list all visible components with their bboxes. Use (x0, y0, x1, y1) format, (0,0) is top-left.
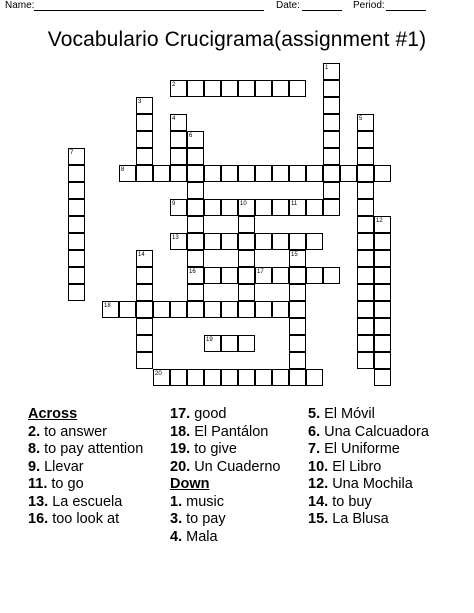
down-clue-list-continued (308, 406, 433, 529)
grid-cell[interactable] (204, 199, 221, 216)
clue-item-number: 12. (308, 476, 329, 492)
clue-number: 12 (376, 218, 383, 224)
grid-cell[interactable] (221, 165, 238, 182)
grid-cell[interactable] (221, 369, 238, 386)
grid-cell[interactable] (357, 335, 374, 352)
grid-cell[interactable] (306, 233, 323, 250)
clue-number: 13 (172, 235, 179, 241)
clue-item-text: Mala (182, 528, 218, 545)
clue-number: 7 (70, 150, 74, 156)
clue-item-text: to go (47, 476, 84, 492)
clue-number: 2 (172, 82, 176, 88)
clue-item-number: 7. (308, 441, 321, 457)
grid-cell[interactable] (187, 369, 204, 386)
name-label: Name: (5, 0, 35, 11)
clue-item-number: 5. (308, 406, 321, 422)
clue-item-number: 8. (28, 441, 41, 457)
clue-item-text: La escuela (48, 493, 123, 510)
clue-item (308, 476, 433, 494)
clue-item-number: 18. (170, 423, 191, 440)
grid-cell[interactable] (340, 165, 357, 182)
grid-cell[interactable] (357, 352, 374, 369)
grid-cell[interactable] (272, 199, 289, 216)
clue-item-text: La Blusa (328, 511, 389, 527)
grid-cell[interactable] (357, 216, 374, 233)
grid-cell[interactable] (357, 318, 374, 335)
clue-number: 19 (206, 337, 213, 343)
grid-cell[interactable] (272, 165, 289, 182)
clue-number: 3 (138, 99, 142, 105)
clue-item-number: 4. (170, 528, 183, 545)
grid-cell[interactable] (221, 80, 238, 97)
grid-cell[interactable] (68, 216, 85, 233)
grid-cell[interactable] (272, 267, 289, 284)
grid-cell[interactable] (68, 233, 85, 250)
clue-item-number: 20. (170, 458, 191, 475)
clue-item-text: Llevar (40, 458, 84, 475)
clue-item-number: 16. (28, 511, 49, 527)
grid-cell[interactable] (374, 352, 391, 369)
clue-number: 16 (189, 269, 196, 275)
period-label: Period: (353, 0, 385, 11)
clue-number: 10 (240, 201, 247, 207)
clue-item (170, 406, 305, 424)
clue-item (308, 511, 433, 529)
down-heading: Down (170, 476, 210, 492)
grid-cell[interactable] (238, 301, 255, 318)
clue-item (28, 511, 163, 529)
grid-cell[interactable] (289, 233, 306, 250)
clue-item-text: to answer (40, 423, 107, 440)
grid-cell[interactable] (221, 335, 238, 352)
grid-cell[interactable] (136, 131, 153, 148)
clue-item (28, 424, 163, 442)
grid-cell[interactable] (323, 199, 340, 216)
clue-item-number: 2. (28, 423, 41, 440)
grid-cell[interactable] (204, 301, 221, 318)
grid-cell[interactable] (170, 369, 187, 386)
clue-item (308, 459, 433, 477)
page-title: Vocabulario Crucigrama(assignment #1) (47, 28, 427, 51)
clue-item (170, 494, 305, 512)
clue-item-number: 3. (170, 511, 183, 527)
clue-item (308, 494, 433, 512)
clue-item (308, 441, 433, 459)
grid-cell[interactable] (68, 165, 85, 182)
grid-cell[interactable] (289, 318, 306, 335)
grid-cell[interactable] (323, 114, 340, 131)
grid-cell[interactable] (170, 165, 187, 182)
clue-number: 5 (359, 116, 363, 122)
clue-item-text: El Móvil (320, 406, 375, 422)
grid-cell[interactable] (187, 199, 204, 216)
clues-column-3 (308, 406, 433, 529)
grid-cell[interactable] (238, 216, 255, 233)
grid-cell[interactable] (374, 267, 391, 284)
grid-cell[interactable] (374, 301, 391, 318)
grid-cell[interactable] (272, 369, 289, 386)
grid-cell[interactable] (153, 165, 170, 182)
grid-cell[interactable] (68, 182, 85, 199)
grid-cell[interactable] (323, 182, 340, 199)
clue-item-number: 13. (28, 493, 49, 510)
grid-cell[interactable] (255, 165, 272, 182)
clues-column-2 (170, 406, 305, 546)
grid-cell[interactable] (357, 284, 374, 301)
clue-item-text: Una Calcuadora (320, 423, 429, 440)
grid-cell[interactable] (221, 233, 238, 250)
clue-number: 20 (155, 371, 162, 377)
clue-number: 1 (325, 65, 329, 71)
grid-cell[interactable] (323, 131, 340, 148)
grid-cell[interactable] (357, 233, 374, 250)
grid-cell[interactable] (187, 165, 204, 182)
clue-item (170, 424, 305, 442)
grid-cell[interactable] (374, 335, 391, 352)
clue-number: 18 (104, 303, 111, 309)
grid-cell[interactable] (255, 301, 272, 318)
grid-cell[interactable] (357, 250, 374, 267)
grid-cell[interactable] (204, 369, 221, 386)
grid-cell[interactable] (204, 267, 221, 284)
clue-number: 6 (189, 133, 193, 139)
grid-cell[interactable] (374, 165, 391, 182)
clue-item (28, 459, 163, 477)
clue-item-text: Un Cuaderno (190, 458, 281, 475)
grid-cell[interactable] (221, 301, 238, 318)
grid-cell[interactable] (221, 199, 238, 216)
grid-cell[interactable] (289, 369, 306, 386)
grid-cell[interactable] (289, 267, 306, 284)
grid-cell[interactable] (187, 216, 204, 233)
grid-cell[interactable] (323, 80, 340, 97)
grid-cell[interactable] (357, 199, 374, 216)
grid-cell[interactable] (238, 165, 255, 182)
clue-item (170, 459, 305, 477)
clue-item-text: El Pantálon (190, 423, 269, 440)
clue-number: 8 (121, 167, 125, 173)
clue-item (28, 441, 163, 459)
clue-number: 4 (172, 116, 176, 122)
grid-cell[interactable] (272, 301, 289, 318)
grid-cell[interactable] (204, 233, 221, 250)
grid-cell[interactable] (187, 233, 204, 250)
grid-cell[interactable] (306, 199, 323, 216)
grid-cell[interactable] (221, 267, 238, 284)
grid-cell[interactable] (187, 250, 204, 267)
grid-cell[interactable] (255, 233, 272, 250)
grid-cell[interactable] (374, 250, 391, 267)
across-heading: Across (28, 406, 78, 422)
grid-cell[interactable] (357, 148, 374, 165)
clue-item (308, 424, 433, 442)
grid-cell[interactable] (187, 301, 204, 318)
clue-item-text: El Libro (328, 458, 382, 475)
clue-number: 17 (257, 269, 264, 275)
across-clue-list (28, 424, 163, 529)
grid-cell[interactable] (289, 301, 306, 318)
clue-item-number: 17. (170, 406, 191, 422)
grid-cell[interactable] (238, 233, 255, 250)
grid-cell[interactable] (204, 165, 221, 182)
grid-cell[interactable] (255, 369, 272, 386)
clue-number: 14 (138, 252, 145, 258)
clue-item-text: Una Mochila (328, 476, 413, 492)
clue-number: 9 (172, 201, 176, 207)
grid-cell[interactable] (255, 199, 272, 216)
grid-cell[interactable] (238, 267, 255, 284)
grid-cell[interactable] (238, 369, 255, 386)
grid-cell[interactable] (136, 165, 153, 182)
grid-cell[interactable] (187, 182, 204, 199)
grid-cell[interactable] (187, 80, 204, 97)
grid-cell[interactable] (306, 165, 323, 182)
clue-item-text: El Uniforme (320, 441, 400, 457)
clue-number: 11 (291, 201, 298, 207)
grid-cell[interactable] (187, 148, 204, 165)
grid-cell[interactable] (68, 199, 85, 216)
grid-cell[interactable] (238, 250, 255, 267)
grid-cell[interactable] (136, 267, 153, 284)
clue-item-text: to pay (182, 511, 226, 527)
grid-cell[interactable] (323, 97, 340, 114)
clue-item-number: 10. (308, 458, 329, 475)
clue-item-number: 1. (170, 493, 183, 510)
clue-item-number: 15. (308, 511, 329, 527)
grid-cell[interactable] (374, 284, 391, 301)
down-clue-list (170, 494, 305, 547)
grid-cell[interactable] (153, 301, 170, 318)
clue-item-number: 11. (28, 476, 48, 492)
clue-item-text: music (182, 493, 224, 510)
grid-cell[interactable] (306, 369, 323, 386)
clue-item-text: to buy (328, 493, 372, 510)
grid-cell[interactable] (136, 284, 153, 301)
grid-cell[interactable] (289, 335, 306, 352)
clue-number: 15 (291, 252, 298, 258)
grid-cell[interactable] (374, 233, 391, 250)
clue-item-text: to pay attention (40, 441, 144, 457)
grid-cell[interactable] (323, 165, 340, 182)
clue-item-text: too look at (48, 511, 120, 527)
grid-cell[interactable] (170, 131, 187, 148)
grid-cell[interactable] (204, 80, 221, 97)
clue-item-text: to give (190, 441, 237, 457)
clue-item (170, 511, 305, 529)
clue-item (28, 476, 163, 494)
grid-cell[interactable] (238, 80, 255, 97)
clue-item-number: 6. (308, 423, 321, 440)
grid-cell[interactable] (136, 352, 153, 369)
clue-item (28, 494, 163, 512)
clue-item-number: 9. (28, 458, 41, 475)
grid-cell[interactable] (289, 284, 306, 301)
grid-cell[interactable] (374, 318, 391, 335)
grid-cell[interactable] (136, 335, 153, 352)
grid-cell[interactable] (323, 267, 340, 284)
clue-item (170, 529, 305, 547)
grid-cell[interactable] (357, 165, 374, 182)
grid-cell[interactable] (170, 148, 187, 165)
grid-cell[interactable] (255, 80, 272, 97)
grid-cell[interactable] (136, 114, 153, 131)
grid-cell[interactable] (238, 335, 255, 352)
clue-item (308, 406, 433, 424)
grid-cell[interactable] (68, 250, 85, 267)
clues-column-1 (28, 406, 163, 529)
grid-cell[interactable] (374, 369, 391, 386)
grid-cell[interactable] (187, 284, 204, 301)
date-label: Date: (276, 0, 300, 11)
grid-cell[interactable] (357, 131, 374, 148)
grid-cell[interactable] (306, 267, 323, 284)
grid-cell[interactable] (323, 148, 340, 165)
grid-cell[interactable] (289, 352, 306, 369)
across-clue-list-continued (170, 406, 305, 476)
grid-cell[interactable] (272, 233, 289, 250)
grid-cell[interactable] (170, 301, 187, 318)
grid-cell[interactable] (136, 301, 153, 318)
grid-cell[interactable] (136, 148, 153, 165)
clue-item-number: 19. (170, 441, 191, 457)
grid-cell[interactable] (272, 80, 289, 97)
clue-item-text: good (190, 406, 227, 422)
grid-cell[interactable] (357, 267, 374, 284)
clue-item (170, 441, 305, 459)
grid-cell[interactable] (68, 267, 85, 284)
grid-cell[interactable] (136, 318, 153, 335)
clue-item-number: 14. (308, 493, 329, 510)
grid-cell[interactable] (357, 182, 374, 199)
grid-cell[interactable] (68, 284, 85, 301)
grid-cell[interactable] (289, 165, 306, 182)
grid-cell[interactable] (238, 284, 255, 301)
grid-cell[interactable] (119, 301, 136, 318)
grid-cell[interactable] (357, 301, 374, 318)
grid-cell[interactable] (289, 80, 306, 97)
